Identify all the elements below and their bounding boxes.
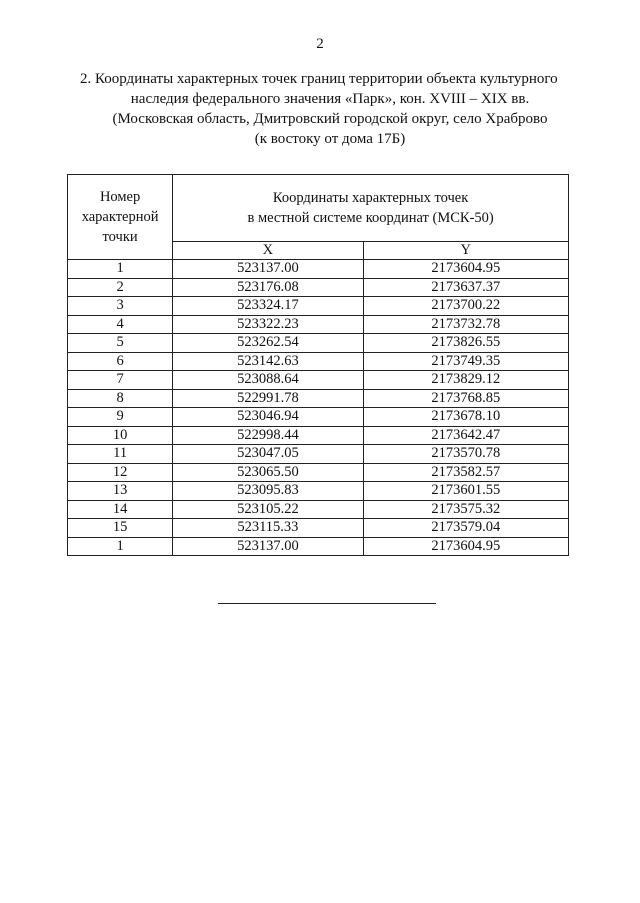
document-heading (70, 69, 590, 149)
cell-x: 523322.23 (173, 315, 363, 334)
table-row (68, 352, 569, 371)
cell-x: 522998.44 (173, 426, 363, 445)
cell-point-number: 2 (68, 278, 173, 297)
table-row (68, 260, 569, 279)
cell-y: 2173678.10 (363, 408, 568, 427)
cell-point-number: 1 (68, 260, 173, 279)
cell-y: 2173575.32 (363, 500, 568, 519)
cell-point-number: 9 (68, 408, 173, 427)
cell-x: 523137.00 (173, 260, 363, 279)
coordinates-table (67, 174, 569, 556)
cell-x: 522991.78 (173, 389, 363, 408)
cell-y: 2173579.04 (363, 519, 568, 538)
cell-y: 2173642.47 (363, 426, 568, 445)
table-row (68, 297, 569, 316)
table-row (68, 463, 569, 482)
page-number: 2 (316, 36, 324, 52)
cell-y: 2173749.35 (363, 352, 568, 371)
heading-line-1: 2. Координаты характерных точек границ территории объекта культурного (80, 71, 558, 87)
separator-line (218, 603, 436, 604)
cell-x: 523095.83 (173, 482, 363, 501)
cell-x: 523142.63 (173, 352, 363, 371)
header-point-number-line-1: Номер (99, 189, 141, 205)
header-point-number-line-2: характерной (81, 209, 159, 225)
cell-x: 523105.22 (173, 500, 363, 519)
cell-point-number: 11 (68, 445, 173, 464)
cell-x: 523047.05 (173, 445, 363, 464)
cell-x: 523137.00 (173, 537, 363, 556)
cell-y: 2173582.57 (363, 463, 568, 482)
cell-x: 523115.33 (173, 519, 363, 538)
table-row (68, 278, 569, 297)
cell-point-number: 14 (68, 500, 173, 519)
cell-point-number: 15 (68, 519, 173, 538)
header-x: X (173, 242, 363, 260)
cell-y: 2173732.78 (363, 315, 568, 334)
cell-y: 2173604.95 (363, 260, 568, 279)
table-row (68, 426, 569, 445)
table-row (68, 389, 569, 408)
cell-y: 2173768.85 (363, 389, 568, 408)
cell-y: 2173637.37 (363, 278, 568, 297)
cell-y: 2173826.55 (363, 334, 568, 353)
cell-point-number: 5 (68, 334, 173, 353)
cell-y: 2173700.22 (363, 297, 568, 316)
heading-line-4: (к востоку от дома 17Б) (254, 131, 406, 147)
cell-point-number: 6 (68, 352, 173, 371)
cell-x: 523324.17 (173, 297, 363, 316)
cell-y: 2173829.12 (363, 371, 568, 390)
table-row (68, 334, 569, 353)
heading-line-2: наследия федерального значения «Парк», кон. XVIII – XIX вв. (130, 91, 530, 107)
cell-point-number: 3 (68, 297, 173, 316)
table-row (68, 500, 569, 519)
header-coordinates (173, 175, 569, 242)
header-point-number (68, 175, 173, 260)
header-point-number-line-3: точки (102, 229, 138, 245)
cell-y: 2173604.95 (363, 537, 568, 556)
cell-x: 523046.94 (173, 408, 363, 427)
cell-point-number: 8 (68, 389, 173, 408)
table-row (68, 408, 569, 427)
cell-point-number: 1 (68, 537, 173, 556)
table-row (68, 315, 569, 334)
cell-y: 2173570.78 (363, 445, 568, 464)
cell-point-number: 13 (68, 482, 173, 501)
cell-y: 2173601.55 (363, 482, 568, 501)
table-row (68, 482, 569, 501)
cell-point-number: 12 (68, 463, 173, 482)
header-coordinates-line-2: в местной системе координат (МСК-50) (247, 210, 494, 226)
cell-x: 523065.50 (173, 463, 363, 482)
cell-x: 523088.64 (173, 371, 363, 390)
table-row (68, 371, 569, 390)
cell-point-number: 4 (68, 315, 173, 334)
header-coordinates-line-1: Координаты характерных точек (272, 190, 469, 206)
header-y: Y (363, 242, 568, 260)
cell-x: 523262.54 (173, 334, 363, 353)
table-body (68, 260, 569, 556)
cell-point-number: 7 (68, 371, 173, 390)
table-row (68, 445, 569, 464)
cell-point-number: 10 (68, 426, 173, 445)
cell-x: 523176.08 (173, 278, 363, 297)
table-row (68, 519, 569, 538)
heading-line-3: (Московская область, Дмитровский городской округ, село Храброво (112, 111, 548, 127)
table-row (68, 537, 569, 556)
